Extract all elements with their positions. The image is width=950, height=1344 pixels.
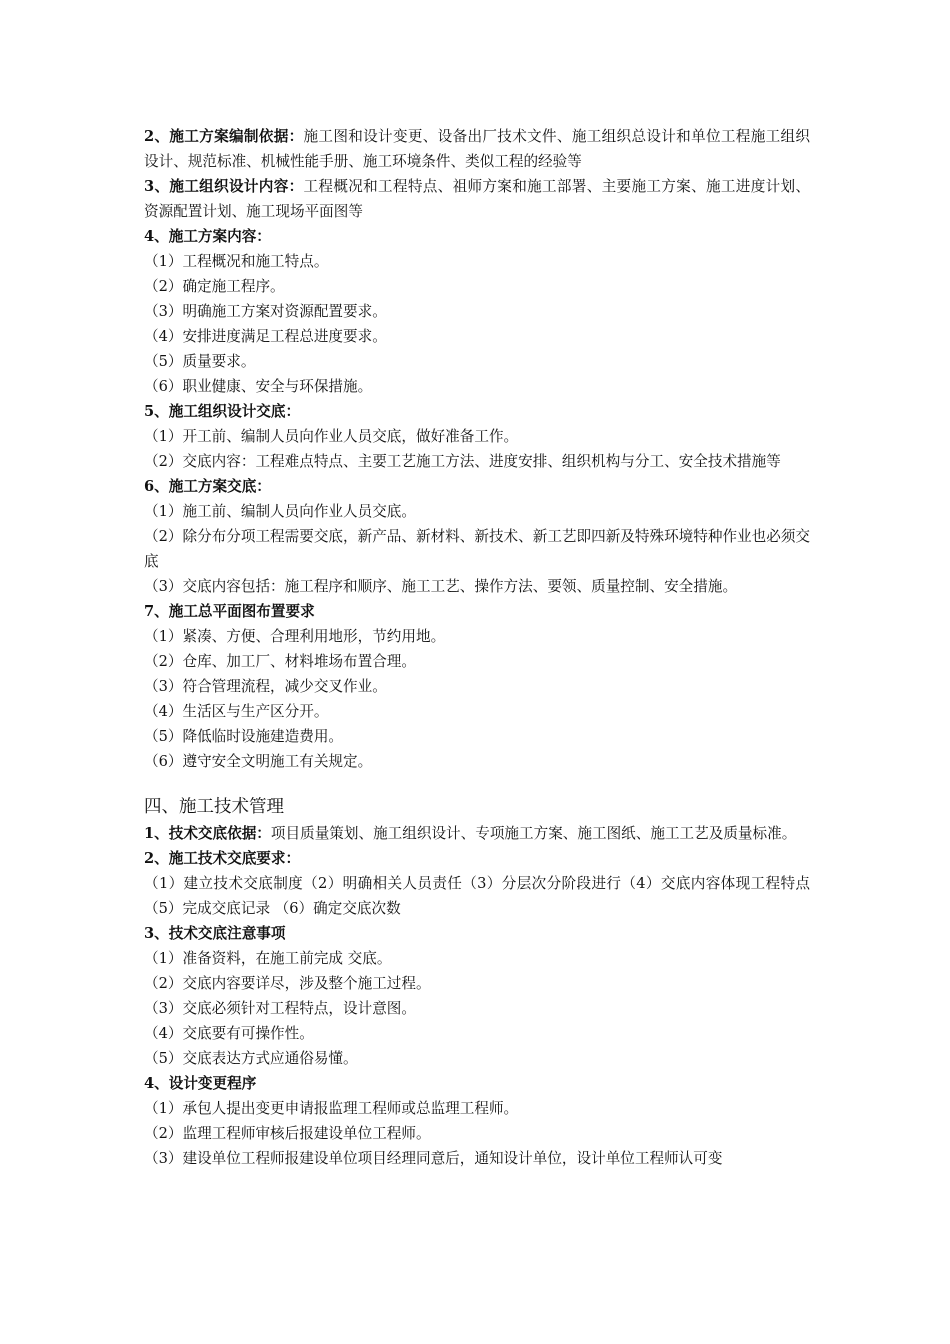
subheading: 6、施工方案交底： (144, 478, 271, 495)
list-item: （5）交底表达方式应通俗易懂。 (144, 1050, 358, 1067)
paragraph (144, 174, 810, 224)
paragraph-text: 施工图和设计变更、设备出厂技术文件、施工组织总设计和单位工程施工组织设计、规范标准、机械性能手册、施工环境条件、类似工程的经验等 (144, 128, 810, 170)
list-item: （6）遵守安全文明施工有关规定。 (144, 753, 373, 770)
list-item: （2）确定施工程序。 (144, 278, 285, 295)
paragraph (144, 124, 810, 174)
subheading: 7、施工总平面图布置要求 (144, 603, 315, 620)
list-item: （1）工程概况和施工特点。 (144, 253, 329, 270)
list-item: （3）交底必须针对工程特点，设计意图。 (144, 1000, 416, 1017)
list-item: （5）降低临时设施建造费用。 (144, 728, 344, 745)
paragraph (144, 871, 810, 921)
list-item: （4）生活区与生产区分开。 (144, 703, 329, 720)
list-item: （1）紧凑、方便、合理利用地形，节约用地。 (144, 628, 446, 645)
subheading: 5、施工组织设计交底： (144, 403, 301, 420)
paragraph (144, 524, 810, 574)
list-item: （3）符合管理流程，减少交叉作业。 (144, 678, 387, 695)
paragraph-text: （2）除分布分项工程需要交底，新产品、新材料、新技术、新工艺即四新及特殊环境特种作业也必须交底 (144, 528, 811, 570)
list-item: （3）建设单位工程师报建设单位项目经理同意后，通知设计单位，设计单位工程师认可变 (144, 1150, 723, 1167)
list-item: （6）职业健康、安全与环保措施。 (144, 378, 373, 395)
list-item: （3）明确施工方案对资源配置要求。 (144, 303, 387, 320)
list-item: （1）开工前、编制人员向作业人员交底，做好准备工作。 (144, 428, 519, 445)
subheading: 2、施工技术交底要求： (144, 850, 301, 867)
paragraph-lead: 1、技术交底依据： (144, 825, 271, 842)
paragraph-text: （1）建立技术交底制度（2）明确相关人员责任（3）分层次分阶段进行（4）交底内容体现工程特点 （5）完成交底记录 （6）确定交底次数 (144, 875, 810, 917)
list-item: （1）施工前、编制人员向作业人员交底。 (144, 503, 416, 520)
subheading: 3、技术交底注意事项 (144, 925, 286, 942)
section-gap (144, 774, 810, 794)
list-item: （4）交底要有可操作性。 (144, 1025, 314, 1042)
section-title: 四、施工技术管理 (144, 797, 284, 817)
list-item: （5）质量要求。 (144, 353, 256, 370)
paragraph-text: （2）交底内容：工程难点特点、主要工艺施工方法、进度安排、组织机构与分工、安全技术措施等 (144, 453, 781, 470)
paragraph-text: 项目质量策划、施工组织设计、专项施工方案、施工图纸、施工工艺及质量标准。 (270, 825, 797, 842)
list-item: （4）安排进度满足工程总进度要求。 (144, 328, 387, 345)
list-item: （1）准备资料，在施工前完成 交底。 (144, 950, 392, 967)
paragraph-lead: 3、施工组织设计内容： (144, 178, 304, 195)
paragraph (144, 821, 810, 846)
list-item: （1）承包人提出变更申请报监理工程师或总监理工程师。 (144, 1100, 519, 1117)
paragraph (144, 449, 810, 474)
list-item: （2）仓库、加工厂、材料堆场布置合理。 (144, 653, 416, 670)
list-item: （3）交底内容包括：施工程序和顺序、施工工艺、操作方法、要领、质量控制、安全措施。 (144, 578, 738, 595)
paragraph-text: 工程概况和工程特点、祖师方案和施工部署、主要施工方案、施工进度计划、资源配置计划、施工现场平面图等 (144, 178, 810, 220)
document-page (144, 124, 810, 1171)
subheading: 4、施工方案内容： (144, 228, 271, 245)
list-item: （2）监理工程师审核后报建设单位工程师。 (144, 1125, 431, 1142)
subheading: 4、设计变更程序 (144, 1075, 257, 1092)
list-item: （2）交底内容要详尽，涉及整个施工过程。 (144, 975, 431, 992)
paragraph-lead: 2、施工方案编制依据： (144, 128, 304, 145)
